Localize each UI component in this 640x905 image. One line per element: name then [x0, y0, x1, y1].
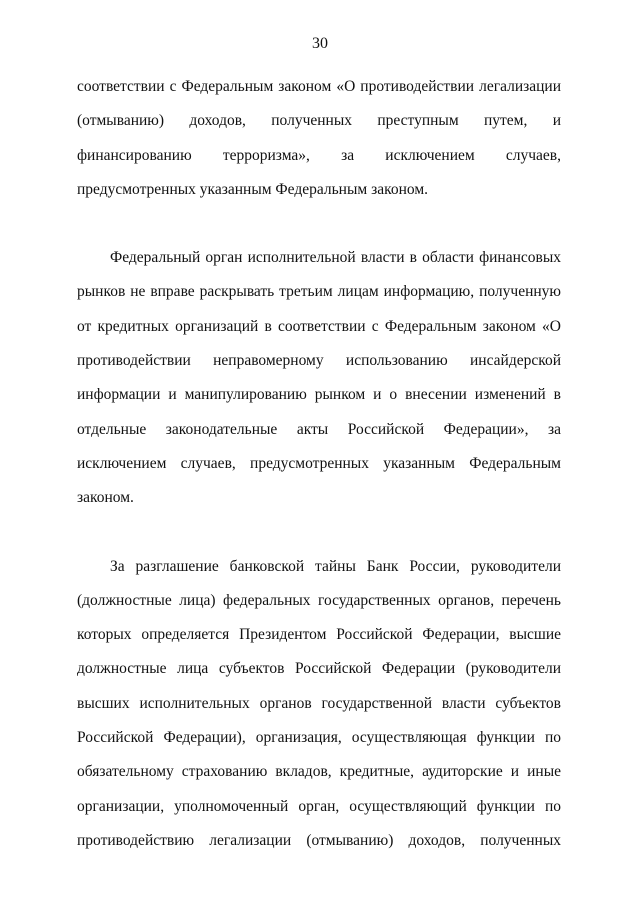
paragraph-spacer [77, 516, 561, 550]
paragraph-bank-secrecy-disclosure: За разглашение банковской тайны Банк России, руководители (должностные лица) федеральных государственных органов, перечень которых определяется Президентом Российской Федерации, высшие должностные лица субъектов Российской Федерации (руководители высших исполнительных органов государственной власти субъектов Российской Федерации), организация, осуществляющая функции по обязательному страхованию вкладов, кредитные, аудиторские и иные организации, уполномоченный орган, осуществляющий функции по противодействию легализации (отмыванию) доходов, полученных [77, 557, 561, 849]
paragraph-spacer [77, 207, 561, 241]
page-number: 30 [312, 35, 328, 52]
document-body [77, 70, 561, 858]
paragraph-aml-law-reference: соответствии с Федеральным законом «О противодействии легализации (отмыванию) доходов, полученных преступным путем, и финансированию терроризма», за исключением случаев, предусмотренных указанным Федеральным законом. [77, 78, 561, 198]
paragraph-financial-markets-authority: Федеральный орган исполнительной власти в области финансовых рынков не вправе раскрывать третьим лицам информацию, полученную от кредитных организаций в соответствии с Федеральным законом «О противодействии неправомерному использованию инсайдерской информации и манипулированию рынком и о внесении изменений в отдельные законодательные акты Российской Федерации», за исключением случаев, предусмотренных указанным Федеральным законом. [77, 249, 561, 507]
